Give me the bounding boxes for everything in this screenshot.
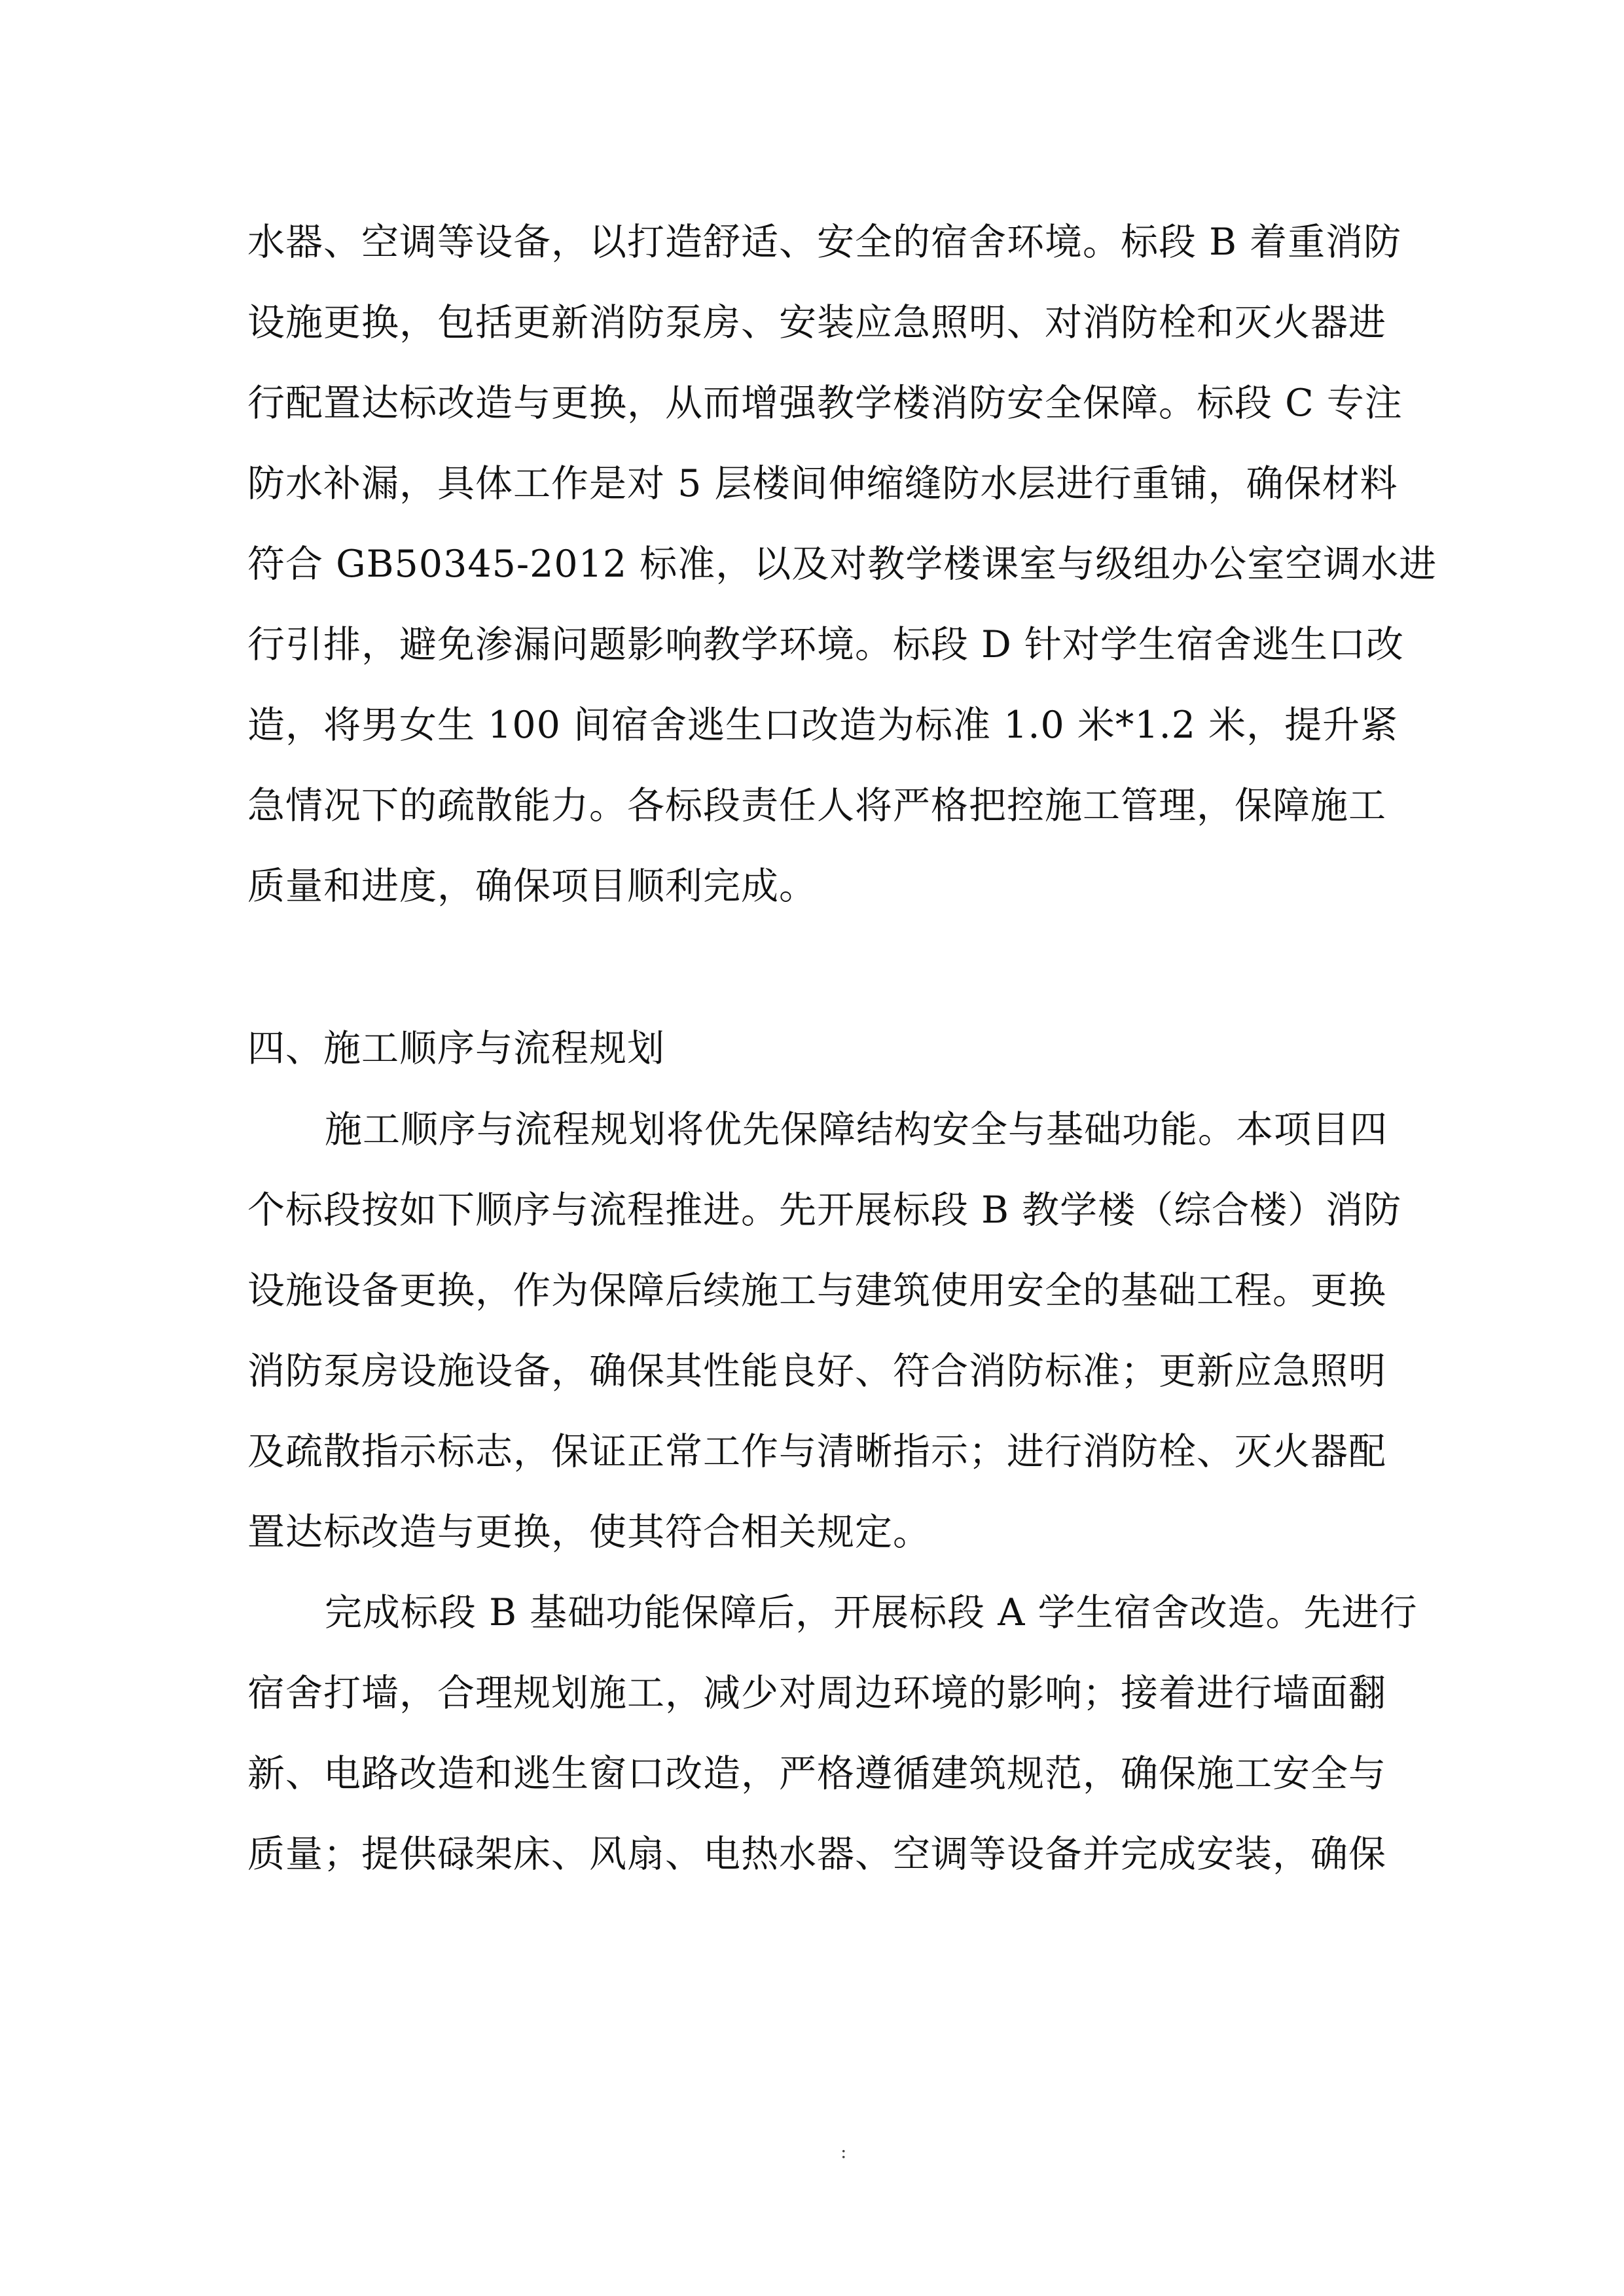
paragraph-line: 消防泵房设施设备，确保其性能良好、符合消防标准；更新应急照明	[247, 1350, 1386, 1393]
paragraph-line: 置达标改造与更换，使其符合相关规定。	[247, 1511, 931, 1554]
paragraph-line: 个标段按如下顺序与流程推进。先开展标段 B 教学楼（综合楼）消防	[247, 1189, 1402, 1232]
paragraph-line: 完成标段 B 基础功能保障后，开展标段 A 学生宿舍改造。先进行	[325, 1591, 1418, 1634]
paragraph-line: 质量和进度，确保项目顺利完成。	[247, 865, 817, 908]
paragraph-line: 行配置达标改造与更换，从而增强教学楼消防安全保障。标段 C 专注	[247, 382, 1403, 425]
paragraph-line: 施工顺序与流程规划将优先保障结构安全与基础功能。本项目四	[325, 1108, 1388, 1151]
paragraph-line: 宿舍打墙，合理规划施工，减少对周边环境的影响；接着进行墙面翻	[247, 1672, 1386, 1715]
paragraph-line: 质量；提供碌架床、风扇、电热水器、空调等设备并完成安装，确保	[247, 1833, 1386, 1876]
paragraph-line: 新、电路改造和逃生窗口改造，严格遵循建筑规范，确保施工安全与	[247, 1752, 1386, 1795]
paragraph-line: 行引排，避免渗漏问题影响教学环境。标段 D 针对学生宿舍逃生口改	[247, 623, 1404, 666]
paragraph-line: 设施更换，包括更新消防泵房、安装应急照明、对消防栓和灭火器进	[247, 301, 1386, 344]
paragraph-line: 水器、空调等设备，以打造舒适、安全的宿舍环境。标段 B 着重消防	[247, 221, 1402, 264]
paragraph-line: 及疏散指示标志，保证正常工作与清晰指示；进行消防栓、灭火器配	[247, 1430, 1386, 1473]
paragraph-line: 设施设备更换，作为保障后续施工与建筑使用安全的基础工程。更换	[247, 1269, 1386, 1312]
page-mark: :	[840, 2141, 847, 2162]
paragraph-line: 急情况下的疏散能力。各标段责任人将严格把控施工管理，保障施工	[247, 784, 1386, 827]
paragraph-line: 防水补漏，具体工作是对 5 层楼间伸缩缝防水层进行重铺，确保材料	[247, 462, 1398, 505]
section-heading: 四、施工顺序与流程规划	[247, 1027, 665, 1070]
paragraph-line: 符合 GB50345-2012 标准，以及对教学楼课室与级组办公室空调水进	[247, 543, 1437, 586]
paragraph-line: 造，将男女生 100 间宿舍逃生口改造为标准 1.0 米*1.2 米，提升紧	[247, 704, 1399, 747]
